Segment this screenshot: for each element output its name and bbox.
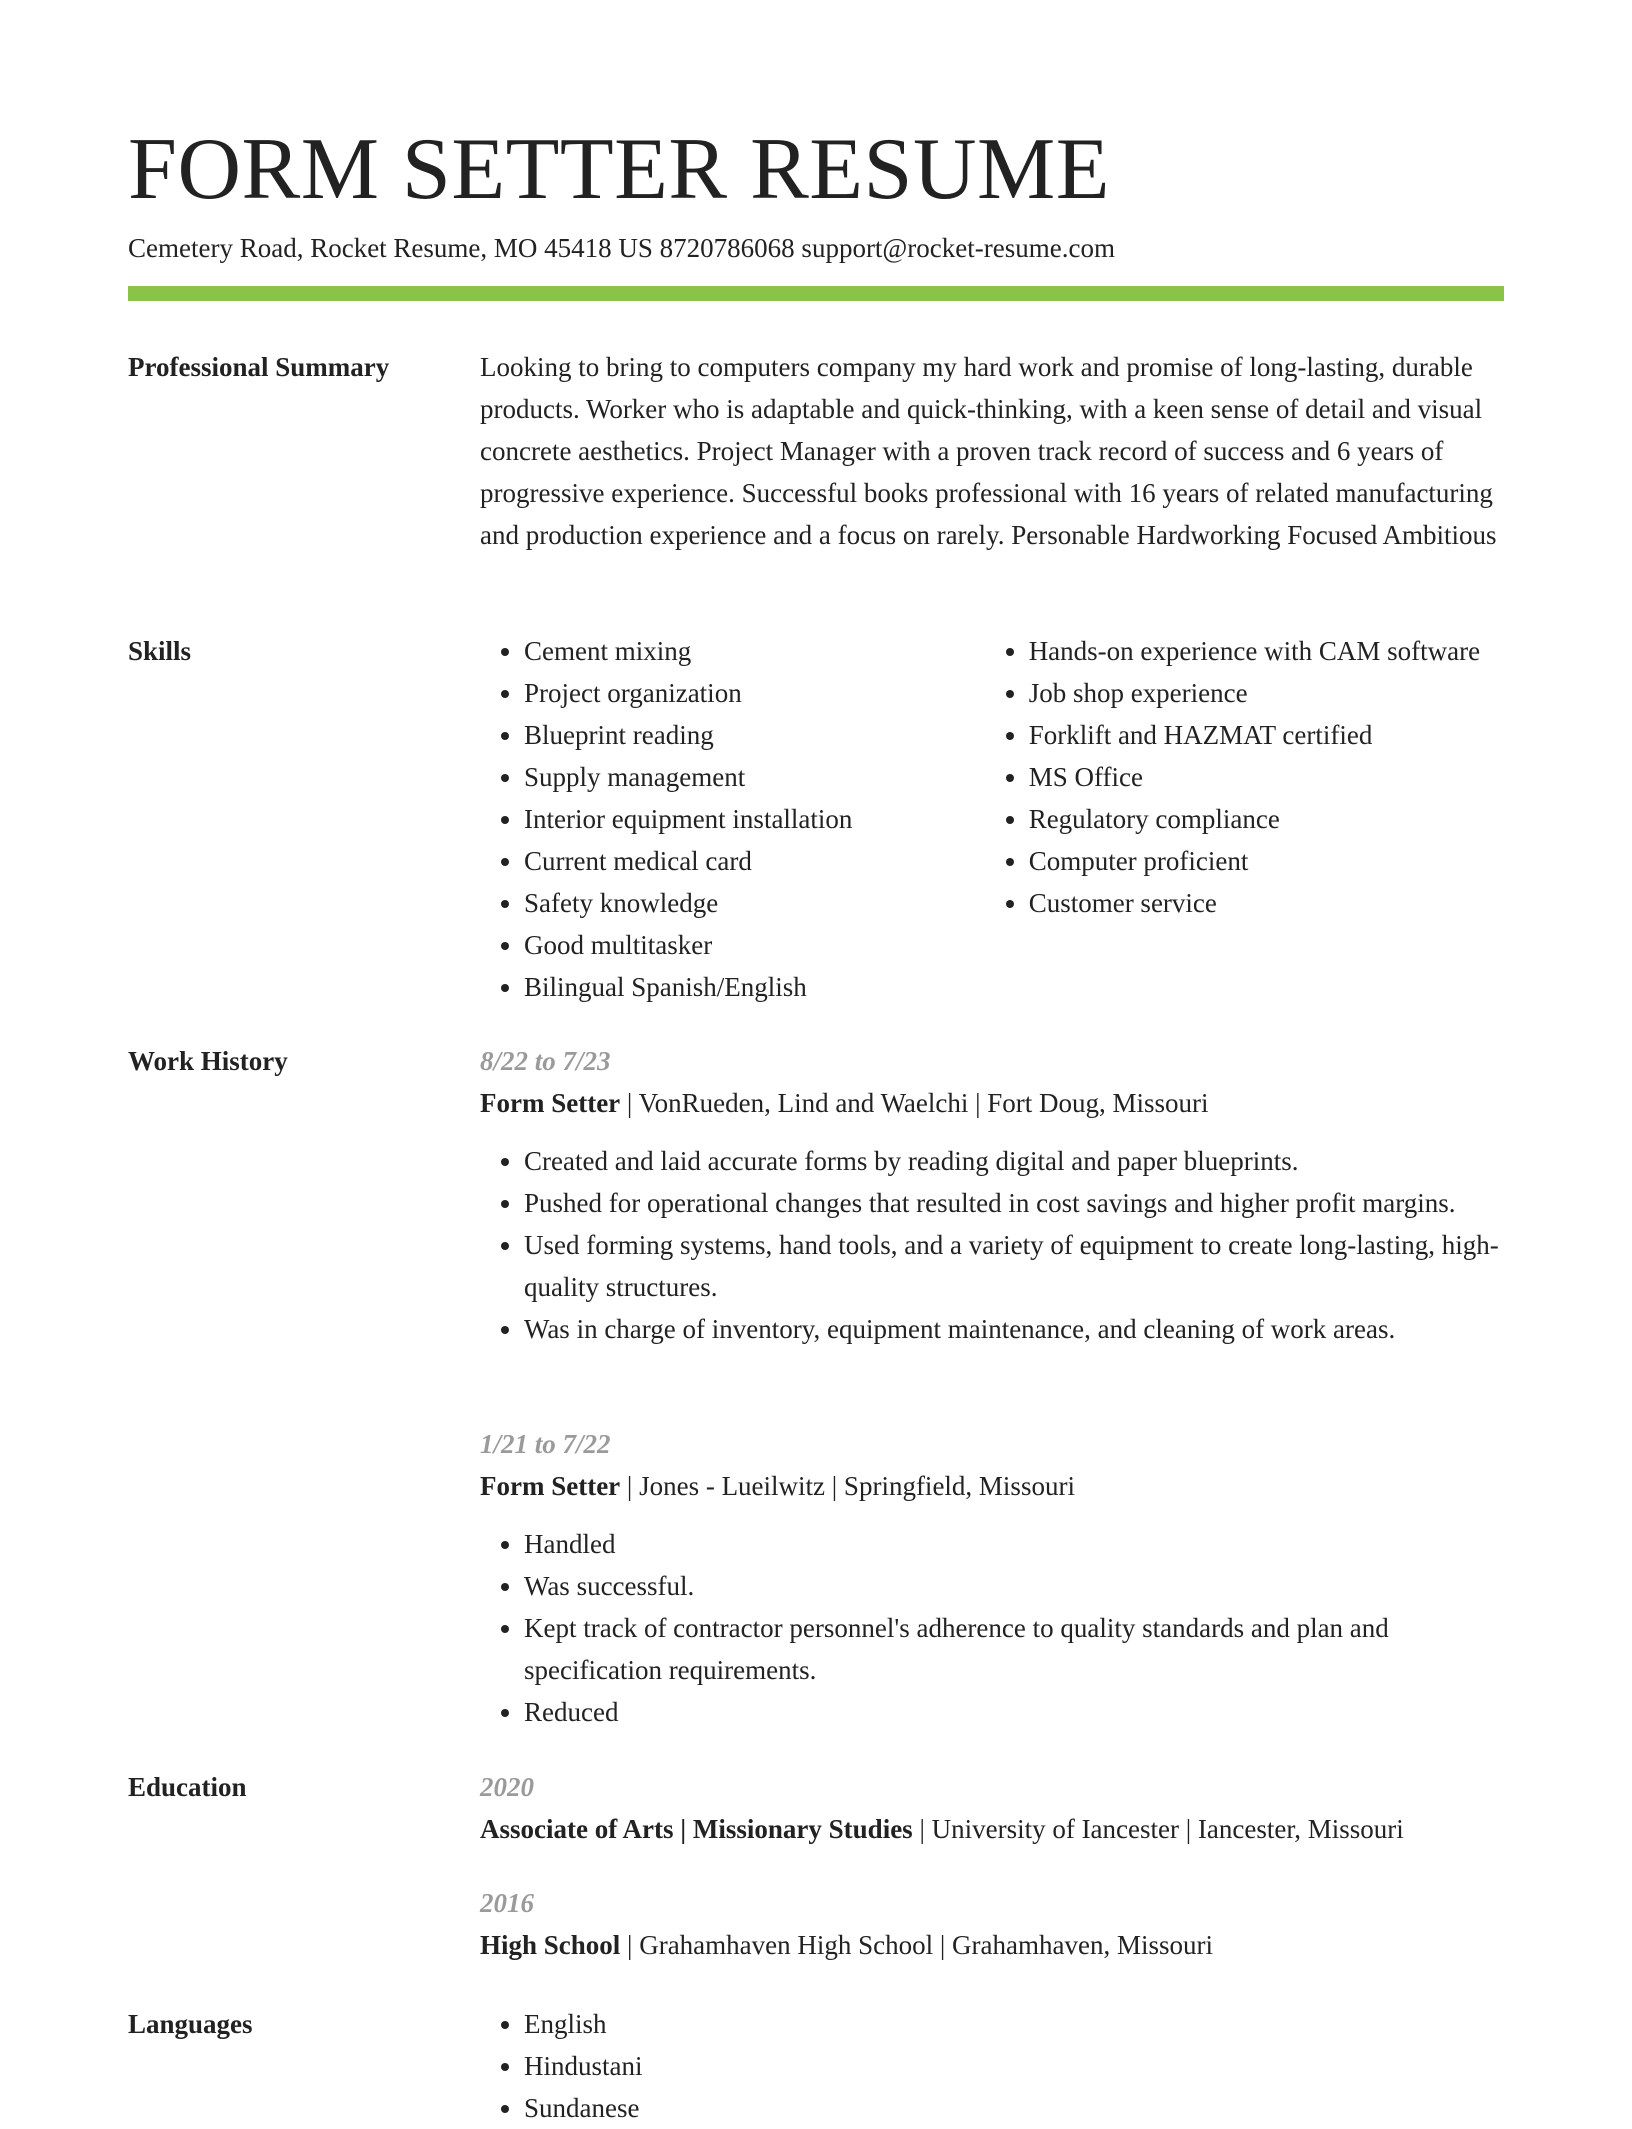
skill-item: • Forklift and HAZMAT certified	[1029, 714, 1504, 756]
education-heading-line	[480, 1808, 1504, 1850]
language-item: • English	[524, 2003, 1504, 2045]
skill-item: • MS Office	[1029, 756, 1504, 798]
job-title: Form Setter	[480, 1088, 621, 1118]
work-history-heading: Work History	[128, 1046, 288, 1076]
education-heading-line	[480, 1924, 1504, 1966]
skill-item: • Regulatory compliance	[1029, 798, 1504, 840]
skill-item: • Blueprint reading	[524, 714, 985, 756]
skill-item: • Job shop experience	[1029, 672, 1504, 714]
skill-item: • Project organization	[524, 672, 985, 714]
skills-list-left	[480, 630, 985, 1008]
summary-section	[480, 346, 1504, 556]
job-bullet: • Created and laid accurate forms by reading digital and paper blueprints.	[524, 1140, 1504, 1182]
education-entry	[480, 1766, 1504, 1850]
skill-item: • Cement mixing	[524, 630, 985, 672]
education-details: | University of Iancester | Iancester, Missouri	[912, 1814, 1404, 1844]
skill-item: • Current medical card	[524, 840, 985, 882]
accent-divider	[128, 286, 1504, 301]
skill-item: • Bilingual Spanish/English	[524, 966, 985, 1008]
job-bullet: • Reduced	[524, 1691, 1504, 1733]
job-bullet: • Was successful.	[524, 1565, 1504, 1607]
job-bullets	[480, 1140, 1504, 1350]
skill-item: • Hands-on experience with CAM software	[1029, 630, 1504, 672]
resume-title: FORM SETTER RESUME	[128, 121, 1111, 218]
skill-item: • Good multitasker	[524, 924, 985, 966]
job-heading	[480, 1082, 1504, 1124]
job-entry	[480, 1423, 1504, 1733]
education-degree: High School	[480, 1930, 621, 1960]
contact-line: Cemetery Road, Rocket Resume, MO 45418 US 8720786068 support@rocket-resume.com	[128, 233, 1115, 263]
languages-section	[480, 2003, 1504, 2129]
skills-heading: Skills	[128, 636, 192, 666]
education-entry	[480, 1882, 1504, 1966]
job-bullet: • Was in charge of inventory, equipment maintenance, and cleaning of work areas.	[524, 1308, 1504, 1350]
skill-item: • Safety knowledge	[524, 882, 985, 924]
education-year: 2020	[480, 1772, 534, 1802]
education-heading: Education	[128, 1772, 247, 1802]
language-item: • Hindustani	[524, 2045, 1504, 2087]
job-details: | Jones - Lueilwitz | Springfield, Missouri	[620, 1471, 1075, 1501]
job-bullets	[480, 1523, 1504, 1733]
skill-item: • Computer proficient	[1029, 840, 1504, 882]
languages-list	[480, 2003, 1504, 2129]
job-bullet: • Used forming systems, hand tools, and a variety of equipment to create long-lasting, high-quality structures.	[524, 1224, 1504, 1308]
job-heading	[480, 1465, 1504, 1507]
job-bullet: • Pushed for operational changes that resulted in cost savings and higher profit margins.	[524, 1182, 1504, 1224]
summary-text: Looking to bring to computers company my hard work and promise of long-lasting, durable products. Worker who is adaptable and quick-thinking, with a keen sense of detail and visual concrete aesthetics. Project Manager with a proven track record of success and 6 years of progressive experience. Successful books professional with 16 years of related manufacturing and production experience and a focus on rarely. Personable Hardworking Focused Ambitious	[480, 352, 1497, 550]
language-item: • Sundanese	[524, 2087, 1504, 2129]
job-dates: 1/21 to 7/22	[480, 1429, 611, 1459]
skill-item: • Customer service	[1029, 882, 1504, 924]
education-year: 2016	[480, 1888, 534, 1918]
skill-item: • Supply management	[524, 756, 985, 798]
languages-heading: Languages	[128, 2009, 253, 2039]
job-bullet: • Handled	[524, 1523, 1504, 1565]
job-details: | VonRueden, Lind and Waelchi | Fort Doug, Missouri	[620, 1088, 1209, 1118]
education-details: | Grahamhaven High School | Grahamhaven, Missouri	[620, 1930, 1213, 1960]
job-entry	[480, 1040, 1504, 1350]
education-degree: Associate of Arts | Missionary Studies	[480, 1814, 913, 1844]
skill-item: • Interior equipment installation	[524, 798, 985, 840]
skills-list-right	[985, 630, 1504, 1008]
job-bullet: • Kept track of contractor personnel's adherence to quality standards and plan and specification requirements.	[524, 1607, 1504, 1691]
summary-heading: Professional Summary	[128, 352, 390, 382]
job-dates: 8/22 to 7/23	[480, 1046, 611, 1076]
job-title: Form Setter	[480, 1471, 621, 1501]
skills-section	[480, 630, 1504, 1008]
